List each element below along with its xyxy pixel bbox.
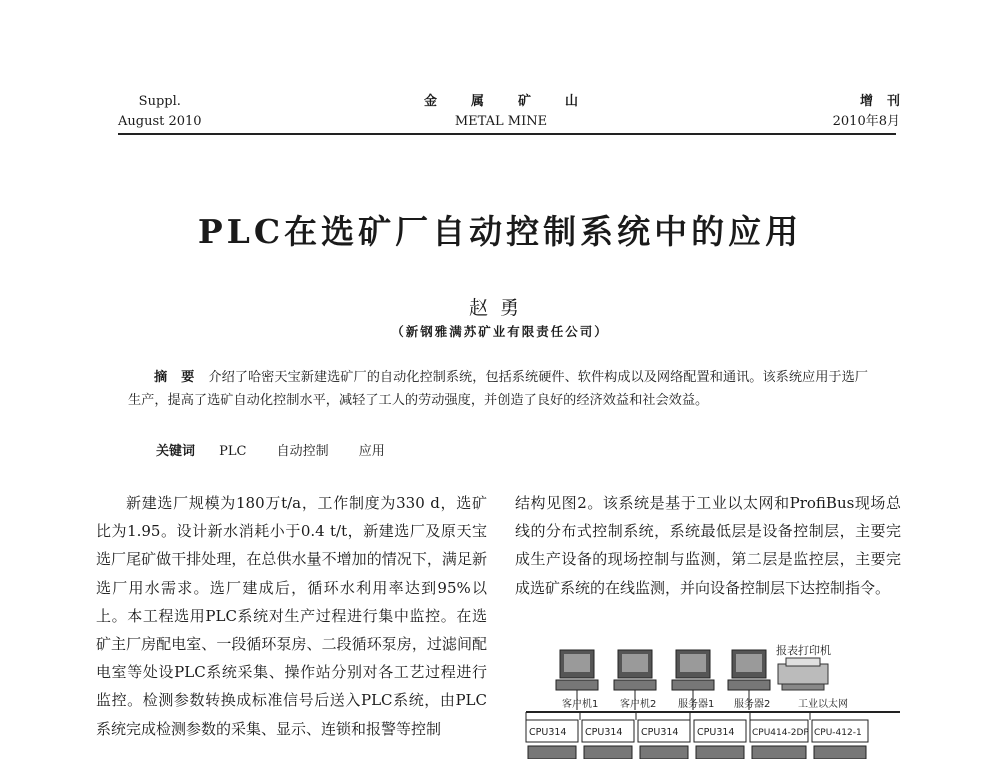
io-module (696, 746, 744, 759)
keyword: 应用 (358, 444, 385, 459)
computer-label: 客户机1 (562, 699, 599, 710)
paper-title: PLC在选矿厂自动控制系统中的应用 (197, 212, 803, 251)
journal-header-left (118, 92, 202, 132)
io-module (584, 746, 632, 759)
supplement-label: Suppl. (138, 94, 181, 109)
computer-label: 客户机2 (620, 699, 657, 710)
cpu-label: CPU314 (585, 727, 623, 738)
cpu-label: CPU314 (697, 727, 735, 738)
io-module (528, 746, 576, 759)
printer-label: 报表打印机 (776, 644, 831, 657)
body-left-column: 新建选厂规模为180万t/a，工作制度为330 d，选矿比为1.95。设计新水消耗小于0.4 t/t，新建选厂及原天宝选厂尾矿做干排处理，在总供水量不增加的情况下，满足新选厂用水需求。选厂建成后，循环水利用率达到95%以上。本工程选用PLC系统对生产过程进行集中监控。在选矿主厂房配电室、一段循环泵房、二段循环泵房，过滤间配电室等处设PLC系统采集、操作站分别对各工艺过程进行监控。检测参数转换成标准信号后送入PLC系统，由PLC系统完成检测参数的采集、显示、连锁和报警等控制 (96, 494, 487, 738)
computer-label: 服务器2 (734, 699, 771, 710)
cpu-label: CPU314 (641, 727, 679, 738)
keywords (156, 442, 411, 462)
io-module (640, 746, 688, 759)
journal-header-right (790, 92, 914, 132)
body-right-column: 结构见图2。该系统是基于工业以太网和ProfiBus现场总线的分布式控制系统，系统最低层是设备控制层，主要完成生产设备的现场控制与监测，第二层是监控层，主要完成选矿系统的在线监测，并向设备控制层下达控制指令。 (515, 494, 901, 597)
abstract (128, 366, 868, 412)
network-label: 工业以太网 (798, 699, 848, 710)
issue-date-en: August 2010 (118, 114, 202, 129)
io-module (752, 746, 806, 759)
issue-date-zh: 2010年8月 (832, 114, 900, 129)
keyword: PLC (219, 444, 247, 459)
abstract-text: 介绍了哈密天宝新建选矿厂的自动化控制系统，包括系统硬件、软件构成以及网络配置和通讯。该系统应用于选厂生产，提高了选矿自动化控制水平，减轻了工人的劳动强度，并创造了良好的经济效益和社会效益。 (128, 370, 868, 408)
journal-header-center (380, 92, 622, 132)
author-affiliation: （新钢雅满苏矿业有限责任公司） (391, 324, 609, 339)
abstract-label: 摘要 (154, 370, 209, 385)
system-structure-diagram (510, 640, 910, 759)
keyword: 自动控制 (276, 444, 329, 459)
cpu-label: CPU414-2DP (752, 728, 809, 738)
header-rule (118, 133, 896, 135)
cpu-label: CPU-412-1 (814, 728, 862, 738)
io-module (814, 746, 866, 759)
keywords-label: 关键词 (156, 444, 196, 459)
computer-label: 服务器1 (678, 699, 715, 710)
journal-name-zh: 金属矿山 (423, 94, 612, 109)
supplement-label-zh: 增刊 (859, 94, 914, 109)
journal-name-en: METAL MINE (454, 114, 548, 129)
cpu-label: CPU314 (529, 727, 567, 738)
author-name: 赵勇 (468, 297, 531, 319)
printer-icon (778, 658, 828, 690)
